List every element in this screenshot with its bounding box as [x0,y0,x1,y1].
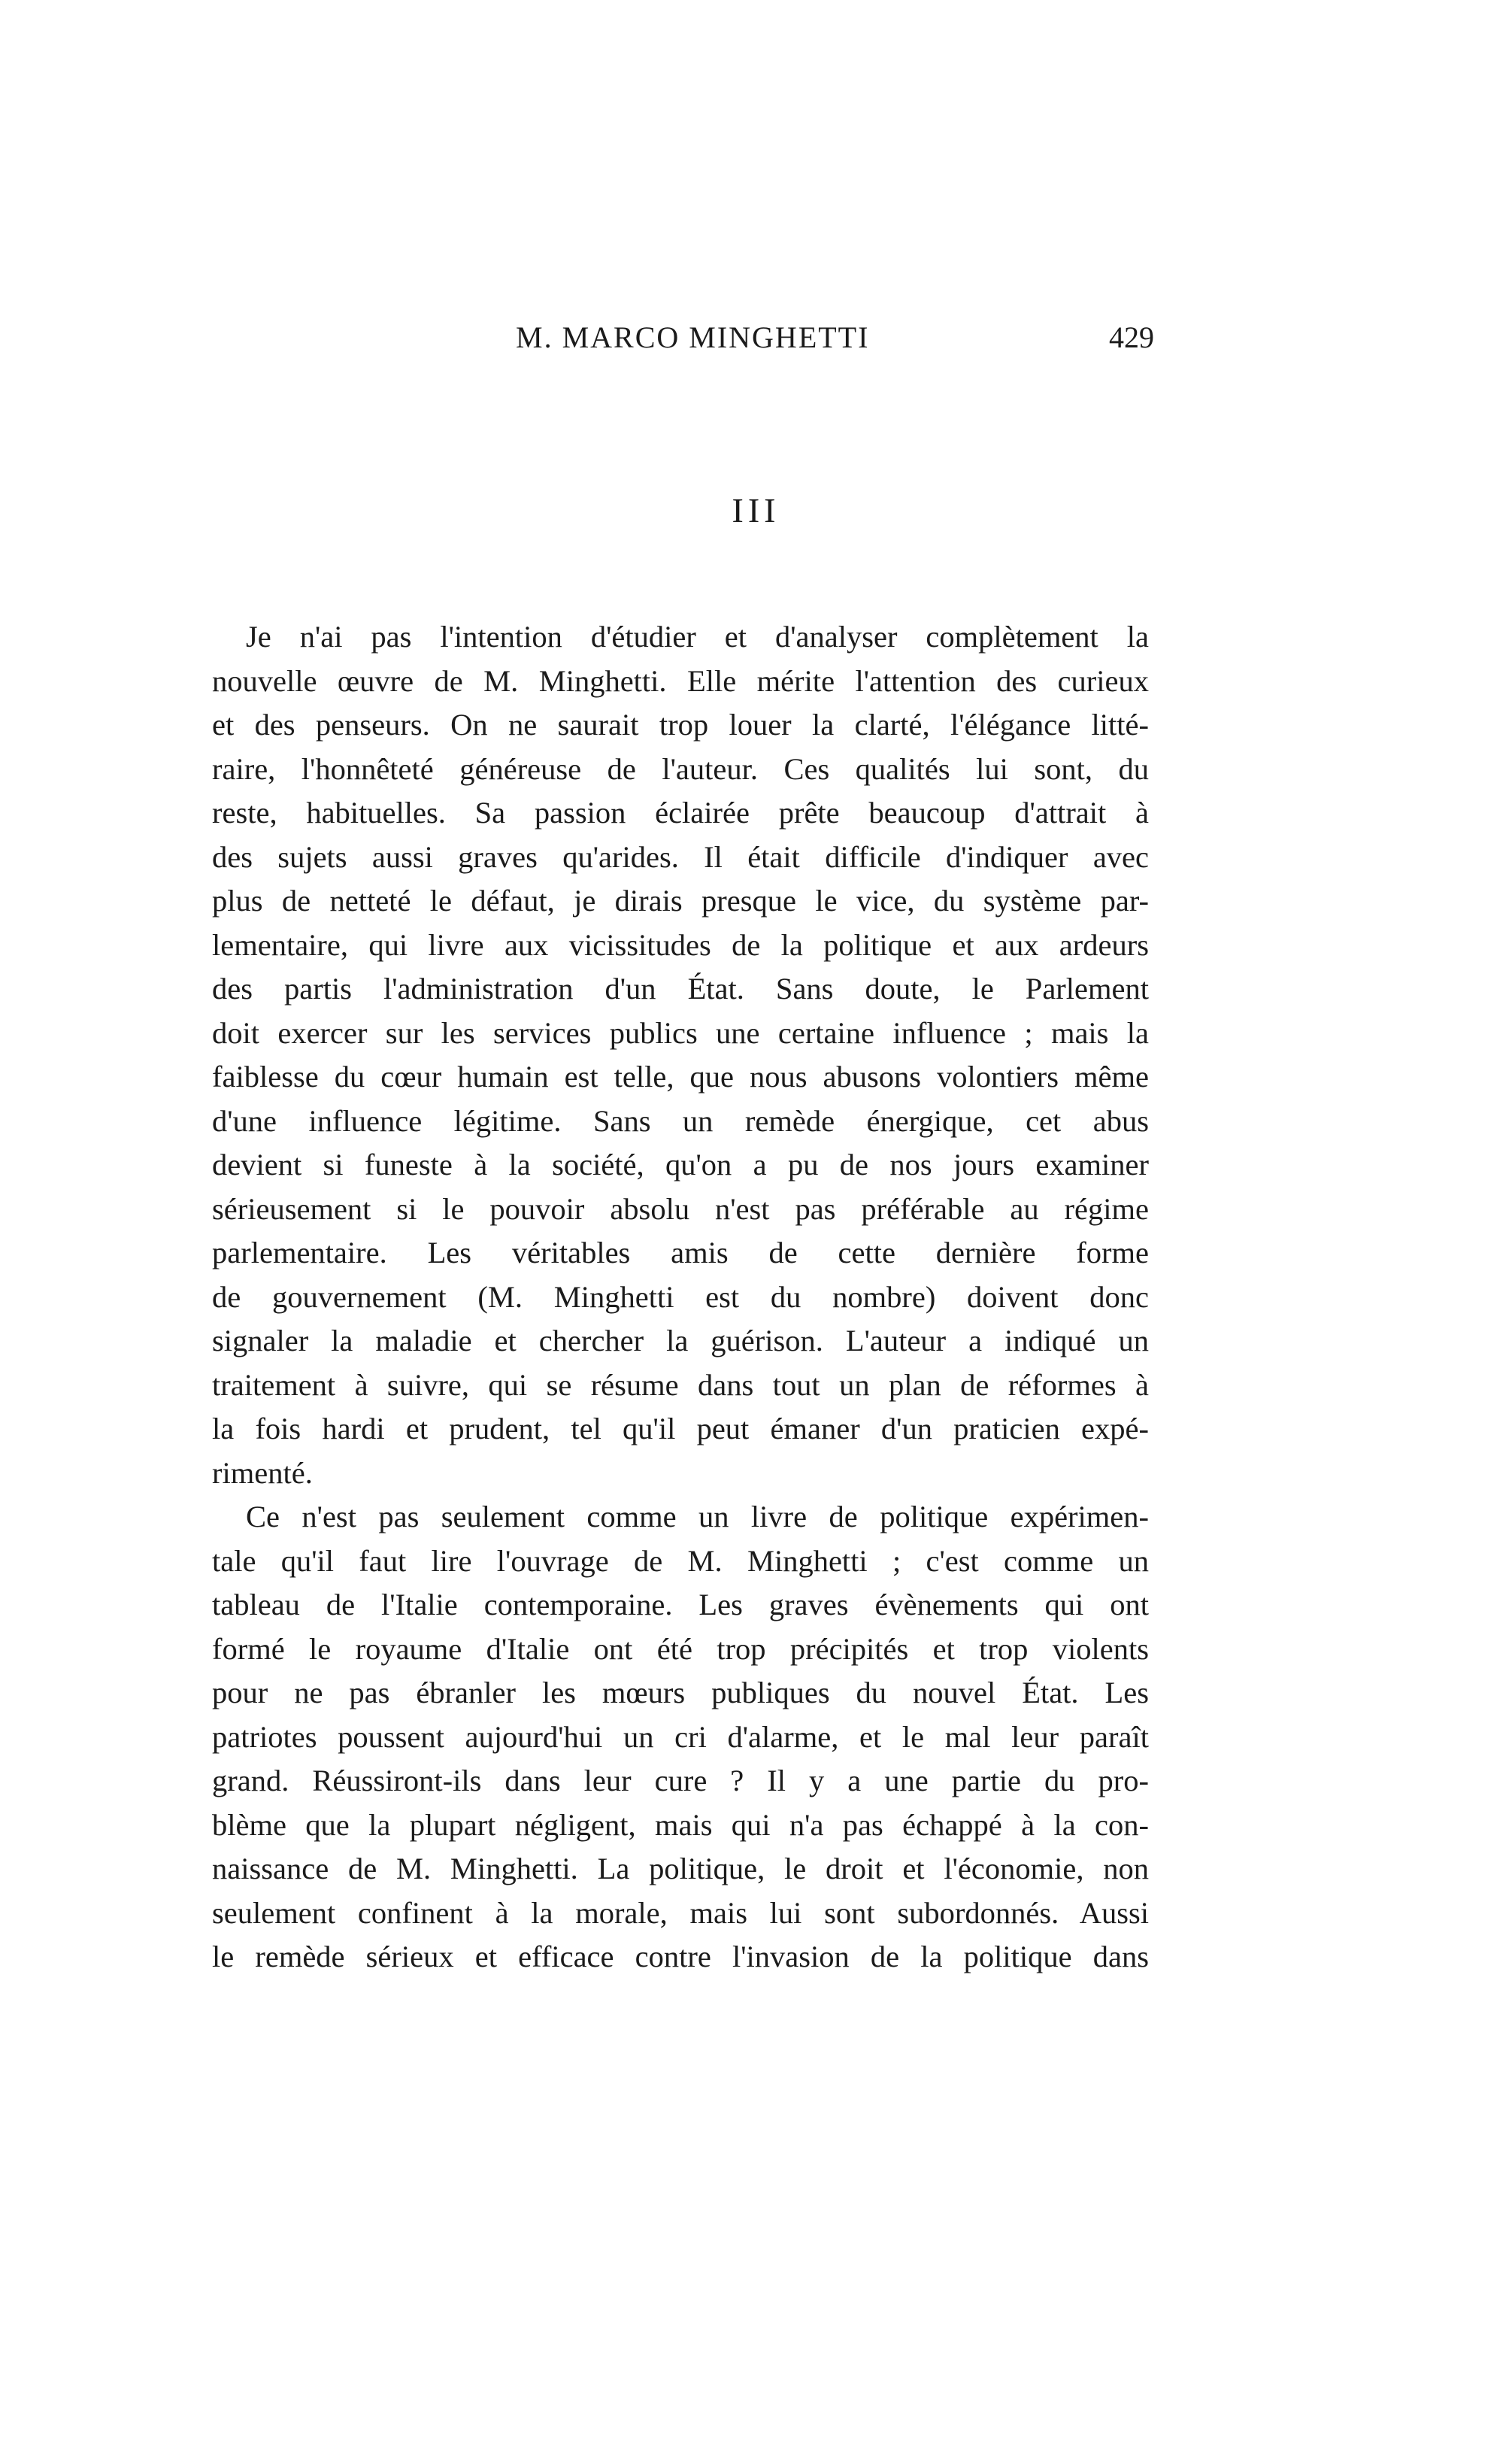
text-line: et des penseurs. On ne saurait trop louer la clarté, l'élégance litté- [212,708,1149,742]
running-title: M. MARCO MINGHETTI [516,320,870,354]
text-line: sérieusement si le pouvoir absolu n'est pas préférable au régime [212,1191,1149,1226]
text-line: doit exercer sur les services publics une certaine influence ; mais la [212,1015,1149,1050]
text-line: lementaire, qui livre aux vicissitudes de la politique et aux ardeurs [212,927,1149,962]
text-line: parlementaire. Les véritables amis de cette dernière forme [212,1236,1149,1269]
text-line: patriotes poussent aujourd'hui un cri d'alarme, et le mal leur paraît [212,1719,1149,1754]
text-line: plus de netteté le défaut, je dirais presque le vice, du système par- [212,884,1149,918]
paragraph-1 [212,615,1149,1495]
text-line: tableau de l'Italie contemporaine. Les graves évènements qui ont [212,1588,1149,1621]
page-number: 429 [1109,320,1154,354]
text-line: la fois hardi et prudent, tel qu'il peut émaner d'un praticien expé- [212,1412,1149,1445]
text-line: pour ne pas ébranler les mœurs publiques du nouvel État. Les [212,1676,1149,1709]
text-line: le remède sérieux et efficace contre l'invasion de la politique dans [212,1940,1149,1973]
text-line: des partis l'administration d'un État. Sans doute, le Parlement [212,972,1149,1006]
text-line: Ce n'est pas seulement comme un livre de politique expérimen- [246,1500,1149,1533]
text-line: devient si funeste à la société, qu'on a pu de nos jours examiner [212,1148,1149,1182]
text-line: formé le royaume d'Italie ont été trop précipités et trop violents [212,1631,1149,1666]
text-line: Je n'ai pas l'intention d'étudier et d'analyser complètement la [246,620,1149,654]
text-line: d'une influence légitime. Sans un remède énergique, cet abus [212,1103,1149,1138]
text-line: grand. Réussiront-ils dans leur cure ? Il y a une partie du pro- [212,1764,1149,1797]
text-line: faiblesse du cœur humain est telle, que nous abusons volontiers même [212,1060,1149,1094]
text-line: traitement à suivre, qui se résume dans tout un plan de réformes à [212,1367,1149,1402]
text-line: naissance de M. Minghetti. La politique, le droit et l'économie, non [212,1852,1149,1885]
text-line: nouvelle œuvre de M. Minghetti. Elle mérite l'attention des curieux [212,663,1149,698]
body-text [212,615,1149,1979]
text-line: signaler la maladie et chercher la guérison. L'auteur a indiqué un [212,1324,1149,1357]
text-line: de gouvernement (M. Minghetti est du nombre) doivent donc [212,1279,1149,1314]
text-line: des sujets aussi graves qu'arides. Il était difficile d'indiquer avec [212,839,1149,874]
text-line: rimenté. [212,1455,313,1490]
text-line: seulement confinent à la morale, mais lui sont subordonnés. Aussi [212,1895,1149,1930]
text-line: tale qu'il faut lire l'ouvrage de M. Minghetti ; c'est comme un [212,1543,1149,1578]
text-line: raire, l'honnêteté généreuse de l'auteur. Ces qualités lui sont, du [212,751,1149,786]
paragraph-2 [212,1495,1149,1979]
section-heading: III [732,491,780,529]
text-line: blème que la plupart négligent, mais qui n'a pas échappé à la con- [212,1807,1149,1842]
text-line: reste, habituelles. Sa passion éclairée prête beaucoup d'attrait à [212,796,1149,830]
